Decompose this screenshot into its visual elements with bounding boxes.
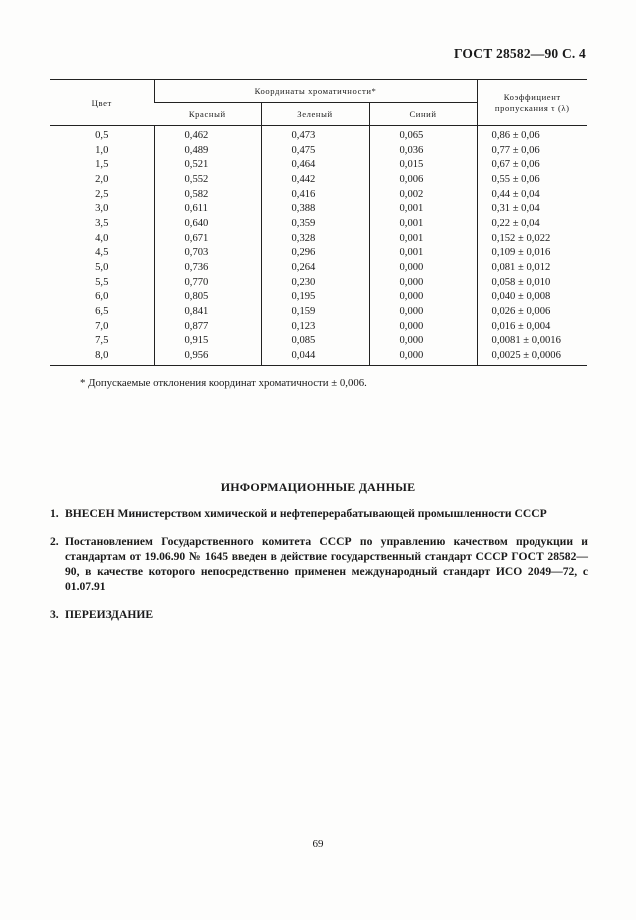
cell-blue: 0,000 <box>369 348 477 365</box>
cell-coefficient: 0,026 ± 0,006 <box>477 304 587 319</box>
table-row <box>50 260 587 275</box>
table-row <box>50 187 587 202</box>
cell-red: 0,877 <box>154 319 261 334</box>
info-item-number: 3. <box>50 608 59 621</box>
cell-green: 0,195 <box>261 290 369 305</box>
table-row <box>50 319 587 334</box>
cell-color: 7,0 <box>95 320 109 332</box>
table-row <box>50 157 587 172</box>
cell-red: 0,671 <box>154 231 261 246</box>
cell-color: 7,5 <box>95 335 109 347</box>
cell-coefficient: 0,31 ± 0,04 <box>477 201 587 216</box>
cell-green: 0,044 <box>261 348 369 365</box>
cell-blue: 0,001 <box>369 231 477 246</box>
table-row <box>50 172 587 187</box>
cell-blue: 0,065 <box>369 126 477 143</box>
table-row <box>50 201 587 216</box>
header-chromaticity: Координаты хроматичности* <box>154 80 477 103</box>
page-number: 69 <box>312 838 324 850</box>
table-footnote: * Допускаемые отклонения координат хроматичности ± 0,006. <box>80 377 367 389</box>
table-row <box>50 348 587 365</box>
cell-red: 0,462 <box>154 126 261 143</box>
cell-coefficient: 0,44 ± 0,04 <box>477 187 587 202</box>
cell-color: 2,0 <box>95 173 109 185</box>
info-item-text: ВНЕСЕН Министерством химической и нефтеперерабатывающей промышленности СССР <box>65 507 547 520</box>
cell-blue: 0,001 <box>369 246 477 261</box>
cell-red: 0,770 <box>154 275 261 290</box>
cell-color: 6,0 <box>95 291 109 303</box>
cell-green: 0,328 <box>261 231 369 246</box>
info-item-number: 1. <box>50 507 59 520</box>
header-color: Цвет <box>50 80 154 126</box>
cell-blue: 0,000 <box>369 275 477 290</box>
cell-color: 4,5 <box>95 247 109 259</box>
cell-blue: 0,000 <box>369 260 477 275</box>
table-row <box>50 126 587 143</box>
cell-green: 0,475 <box>261 143 369 158</box>
cell-color: 6,5 <box>95 306 109 318</box>
header-coefficient <box>477 80 587 126</box>
info-item-number: 2. <box>50 535 59 548</box>
cell-coefficient: 0,67 ± 0,06 <box>477 157 587 172</box>
table-row <box>50 275 587 290</box>
cell-coefficient: 0,152 ± 0,022 <box>477 231 587 246</box>
info-section-title: ИНФОРМАЦИОННЫЕ ДАННЫЕ <box>220 480 416 494</box>
cell-coefficient: 0,0025 ± 0,0006 <box>477 348 587 365</box>
cell-blue: 0,001 <box>369 216 477 231</box>
cell-green: 0,123 <box>261 319 369 334</box>
cell-red: 0,703 <box>154 246 261 261</box>
cell-red: 0,582 <box>154 187 261 202</box>
table-row <box>50 231 587 246</box>
cell-red: 0,736 <box>154 260 261 275</box>
cell-red: 0,805 <box>154 290 261 305</box>
info-item <box>50 534 588 594</box>
cell-blue: 0,000 <box>369 319 477 334</box>
cell-red: 0,640 <box>154 216 261 231</box>
cell-green: 0,085 <box>261 334 369 349</box>
cell-color: 1,5 <box>95 159 109 171</box>
header-green: Зеленый <box>261 103 369 126</box>
table-row <box>50 304 587 319</box>
cell-green: 0,464 <box>261 157 369 172</box>
cell-color: 1,0 <box>95 144 109 156</box>
cell-coefficient: 0,109 ± 0,016 <box>477 246 587 261</box>
cell-blue: 0,006 <box>369 172 477 187</box>
cell-coefficient: 0,22 ± 0,04 <box>477 216 587 231</box>
cell-coefficient: 0,55 ± 0,06 <box>477 172 587 187</box>
cell-color: 3,5 <box>95 217 109 229</box>
document-header: ГОСТ 28582—90 С. 4 <box>453 46 586 61</box>
cell-green: 0,264 <box>261 260 369 275</box>
cell-red: 0,489 <box>154 143 261 158</box>
cell-blue: 0,002 <box>369 187 477 202</box>
cell-red: 0,521 <box>154 157 261 172</box>
cell-coefficient: 0,0081 ± 0,0016 <box>477 334 587 349</box>
cell-red: 0,841 <box>154 304 261 319</box>
table-row <box>50 143 587 158</box>
cell-color: 5,0 <box>95 262 109 274</box>
cell-color: 2,5 <box>95 188 109 200</box>
cell-coefficient: 0,86 ± 0,06 <box>477 126 587 143</box>
cell-red: 0,552 <box>154 172 261 187</box>
cell-green: 0,159 <box>261 304 369 319</box>
table-row <box>50 246 587 261</box>
table-row <box>50 290 587 305</box>
cell-color: 0,5 <box>95 129 109 141</box>
cell-coefficient: 0,016 ± 0,004 <box>477 319 587 334</box>
cell-green: 0,230 <box>261 275 369 290</box>
cell-blue: 0,000 <box>369 334 477 349</box>
cell-coefficient: 0,040 ± 0,008 <box>477 290 587 305</box>
chromaticity-table <box>50 79 587 366</box>
cell-color: 3,0 <box>95 203 109 215</box>
cell-blue: 0,000 <box>369 290 477 305</box>
cell-color: 4,0 <box>95 232 109 244</box>
cell-blue: 0,015 <box>369 157 477 172</box>
header-red: Красный <box>154 103 261 126</box>
cell-color: 5,5 <box>95 276 109 288</box>
cell-coefficient: 0,081 ± 0,012 <box>477 260 587 275</box>
info-item <box>50 607 588 622</box>
info-list <box>50 506 588 635</box>
header-coefficient-line1: Коэффициент <box>503 91 561 102</box>
cell-red: 0,611 <box>154 201 261 216</box>
header-coefficient-line2: пропускания τ (λ) <box>494 102 570 113</box>
table-row <box>50 334 587 349</box>
cell-blue: 0,000 <box>369 304 477 319</box>
cell-coefficient: 0,77 ± 0,06 <box>477 143 587 158</box>
cell-color: 8,0 <box>50 348 154 365</box>
cell-coefficient: 0,058 ± 0,010 <box>477 275 587 290</box>
info-item-text: ПЕРЕИЗДАНИЕ <box>65 608 154 621</box>
cell-green: 0,416 <box>261 187 369 202</box>
cell-green: 0,296 <box>261 246 369 261</box>
info-item-text: Постановлением Государственного комитета СССР по управлению качеством продукции и стандартам от 19.06.90 № 1645 введен в действие государственный стандарт СССР ГОСТ 28582—90, в качестве которого непосредственно применен международный стандарт ИСО 2049—72, с 01.07.91 <box>65 535 588 593</box>
table-row <box>50 216 587 231</box>
cell-green: 0,388 <box>261 201 369 216</box>
header-blue: Синий <box>369 103 477 126</box>
cell-green: 0,359 <box>261 216 369 231</box>
cell-red: 0,956 <box>154 348 261 365</box>
cell-green: 0,442 <box>261 172 369 187</box>
cell-blue: 0,001 <box>369 201 477 216</box>
cell-green: 0,473 <box>261 126 369 143</box>
info-item <box>50 506 588 521</box>
cell-red: 0,915 <box>154 334 261 349</box>
cell-blue: 0,036 <box>369 143 477 158</box>
